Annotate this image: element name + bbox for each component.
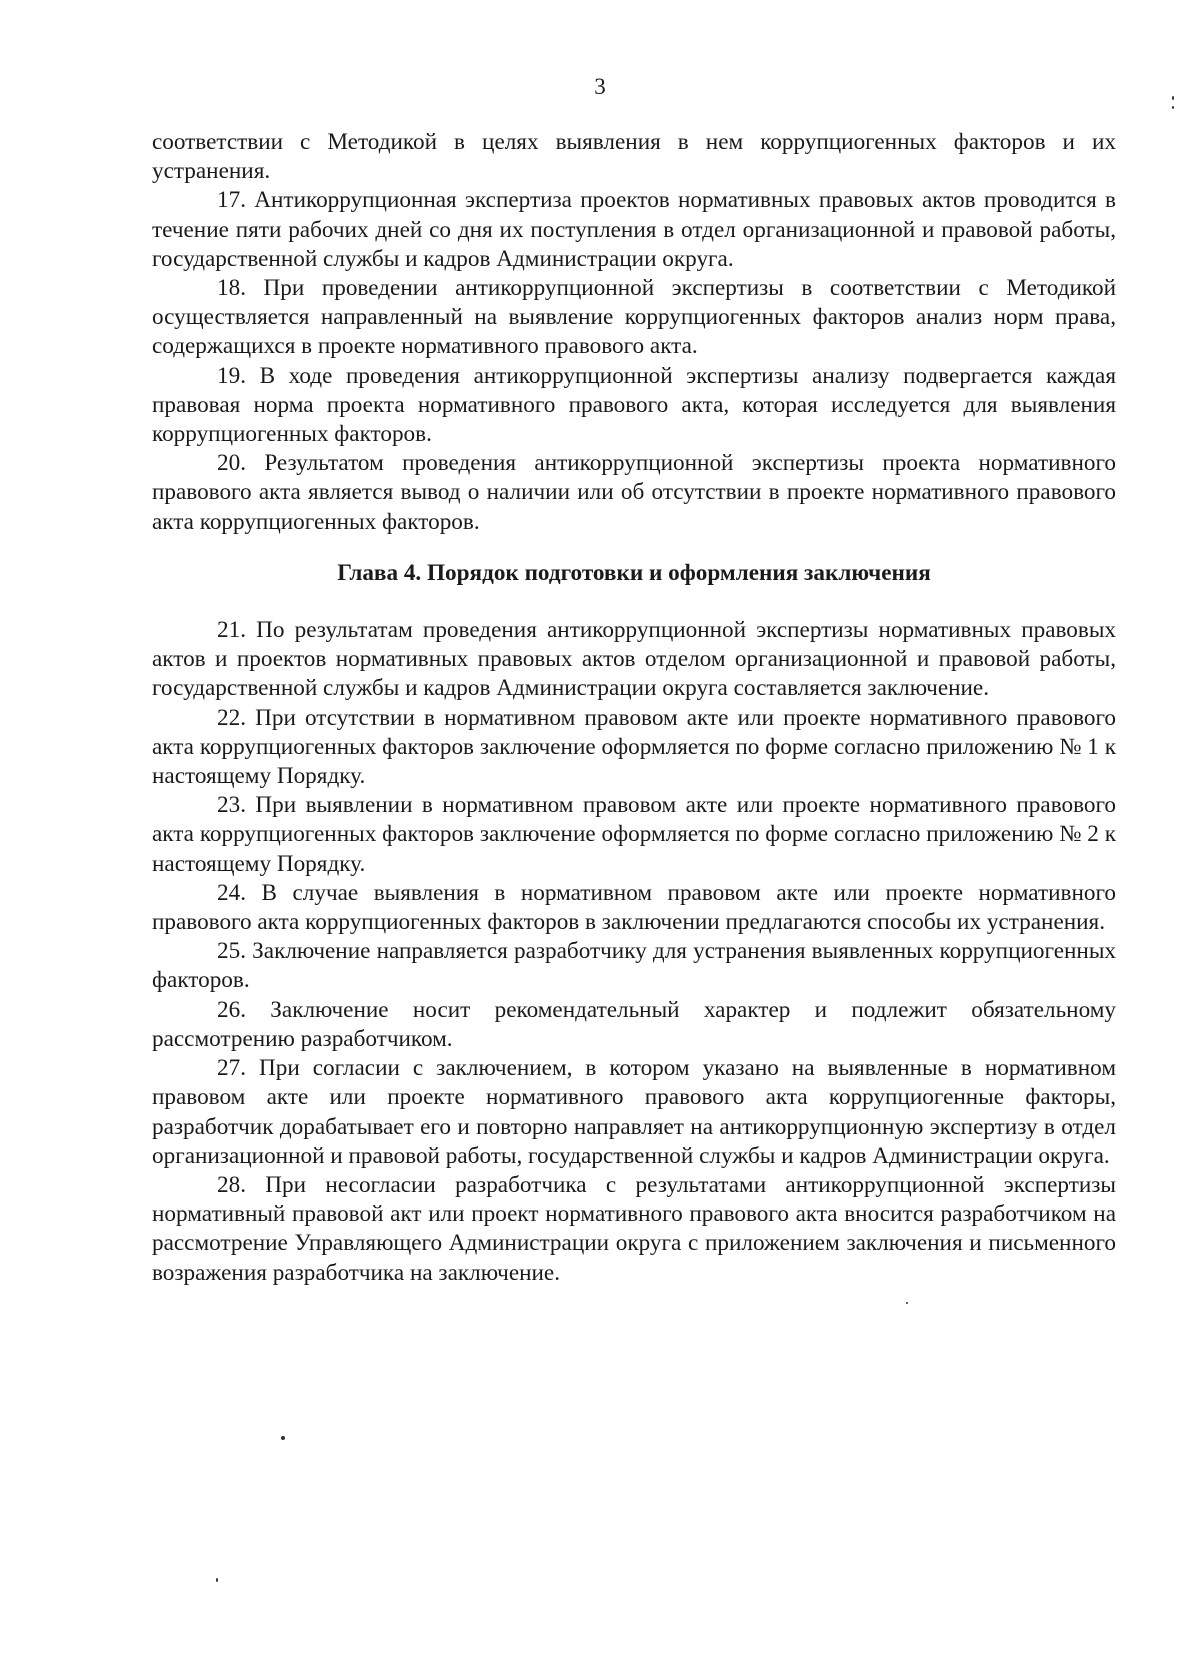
paragraph: 26. Заключение носит рекомендательный характер и подлежит обязательному рассмотрению разработчиком. — [152, 996, 1116, 1052]
scan-speck — [1172, 96, 1174, 100]
paragraph: 22. При отсутствии в нормативном правовом акте или проекте нормативного правового акта коррупциогенных факторов заключение оформляется по форме согласно приложению № 1 к настоящему Порядку. — [152, 704, 1116, 790]
paragraph: 28. При несогласии разработчика с результатами антикоррупционной экспертизы нормативный правовой акт или проект нормативного правового акта вносится разработчиком на рассмотрение Управляющего Администрации округа с приложением заключения и письменного возражения разработчика на заключение. — [152, 1171, 1116, 1286]
paragraph: 18. При проведении антикоррупционной экспертизы в соответствии с Методикой осуществляется направленный на выявление коррупциогенных факторов анализ норм права, содержащихся в проекте нормативного правового акта. — [152, 275, 1116, 360]
chapter-title: Глава 4. Порядок подготовки и оформления заключения — [337, 559, 931, 586]
scan-speck — [1172, 106, 1174, 109]
paragraph: 17. Антикоррупционная экспертиза проектов нормативных правовых актов проводится в течение пяти рабочих дней со дня их поступления в отдел организационной и правовой работы, государственной службы и кадров Администрации округа. — [152, 187, 1116, 272]
paragraph: 25. Заключение направляется разработчику для устранения выявленных коррупциогенных факторов. — [152, 938, 1116, 994]
paragraph: 21. По результатам проведения антикоррупционной экспертизы нормативных правовых актов и проектов нормативных правовых актов отделом организационной и правовой работы, государственной службы и кадров Администрации округа составляется заключение. — [152, 617, 1116, 702]
paragraph: 27. При согласии с заключением, в котором указано на выявленные в нормативном правовом акте или проекте нормативного правового акта коррупциогенные факторы, разработчик дорабатывает его и повторно направляет на антикоррупционную экспертизу в отдел организационной и правовой работы, государственной службы и кадров Администрации округа. — [152, 1055, 1116, 1169]
paragraph: 20. Результатом проведения антикоррупционной экспертизы проекта нормативного правового акта является вывод о наличии или об отсутствии в проекте нормативного правового акта коррупциогенных факторов. — [152, 450, 1116, 535]
page-number: 3 — [594, 74, 606, 99]
paragraph: 24. В случае выявления в нормативном правовом акте или проекте нормативного правового акта коррупциогенных факторов в заключении предлагаются способы их устранения. — [152, 879, 1116, 936]
paragraph: соответствии с Методикой в целях выявления в нем коррупциогенных факторов и их устранения. — [152, 129, 1116, 185]
paragraph: 19. В ходе проведения антикоррупционной экспертизы анализу подвергается каждая правовая норма проекта нормативного правового акта, которая исследуется для выявления коррупциогенных факторов. — [152, 362, 1116, 448]
scan-speck — [906, 1302, 908, 1304]
paragraphs-after-chapter — [152, 616, 1116, 1288]
scan-speck — [281, 1436, 285, 1440]
paragraph: 23. При выявлении в нормативном правовом акте или проекте нормативного правового акта коррупциогенных факторов заключение оформляется по форме согласно приложению № 2 к настоящему Порядку. — [152, 792, 1116, 877]
scan-speck — [216, 1578, 218, 1582]
paragraphs-before-chapter — [152, 128, 1116, 537]
document-body — [152, 128, 1116, 1288]
